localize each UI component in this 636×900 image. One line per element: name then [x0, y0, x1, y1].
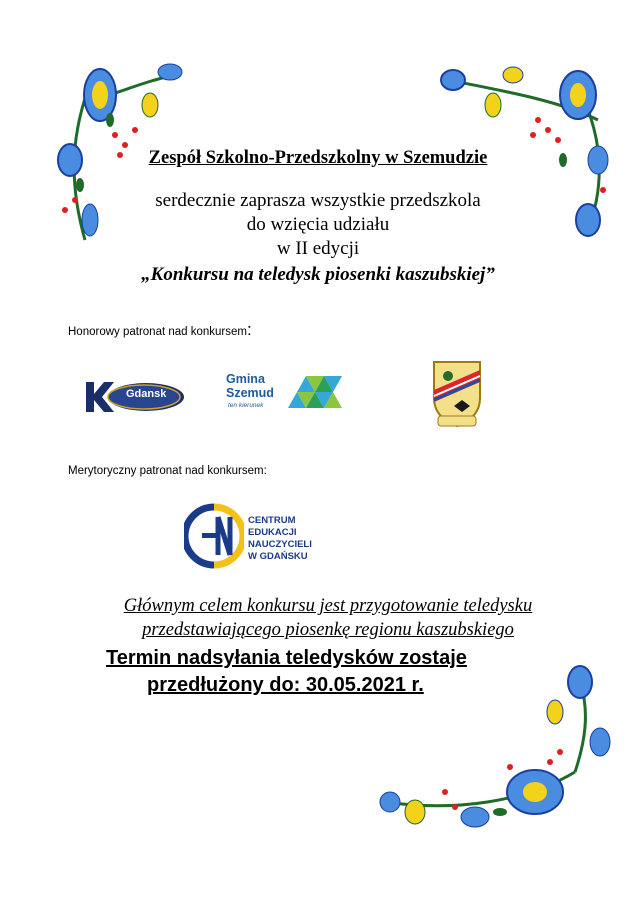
deadline-line-2: przedłużony do: 30.05.2021 r. — [147, 674, 424, 696]
invite-line: w II edycji — [276, 238, 360, 259]
triangle-mosaic-icon — [288, 372, 342, 410]
honorary-patronage-label — [68, 320, 252, 340]
szemud-line: Szemud — [226, 386, 274, 400]
aim-line-1: Głównym celem konkursu jest przygotowanie teledysku — [123, 596, 533, 616]
merit-patronage-label: Merytoryczny patronat nad konkursem: — [68, 465, 267, 477]
gmina-tagline: ten kierunek — [228, 402, 264, 409]
contest-title: „Konkursu na teledysk piosenki kaszubskiej” — [141, 264, 495, 285]
cen-wordmark — [248, 515, 312, 563]
invite-line: do wzięcia udziału — [246, 214, 390, 235]
cen-line: W GDAŃSKU — [248, 551, 308, 562]
deadline-line-1: Termin nadsyłania teledysków zostaje — [106, 647, 467, 669]
szemud-coat-of-arms — [432, 360, 482, 430]
aim-line-2: przedstawiającego piosenkę regionu kaszubskiego — [142, 620, 514, 640]
cen-line: CENTRUM — [248, 515, 296, 526]
invite-line: serdecznie zaprasza wszystkie przedszkola — [155, 190, 481, 211]
kg-gdansk-text: Gdansk — [126, 388, 167, 400]
gmina-szemud-logo — [224, 370, 344, 412]
cen-line: NAUCZYCIELI — [248, 539, 312, 550]
cen-line: EDUKACJI — [248, 527, 297, 538]
cen-gdansk-logo — [184, 503, 324, 569]
gmina-szemud-wordmark — [226, 372, 274, 400]
honorary-patronage-text: Honorowy patronat nad konkursem — [68, 326, 247, 338]
organization-title: Zespół Szkolno-Przedszkolny w Szemudzie — [148, 148, 488, 168]
gmina-line: Gmina — [226, 372, 265, 386]
honorary-patronage-colon: : — [247, 320, 252, 339]
cen-emblem-icon — [184, 503, 244, 569]
kg-gdansk-logo — [84, 380, 188, 414]
